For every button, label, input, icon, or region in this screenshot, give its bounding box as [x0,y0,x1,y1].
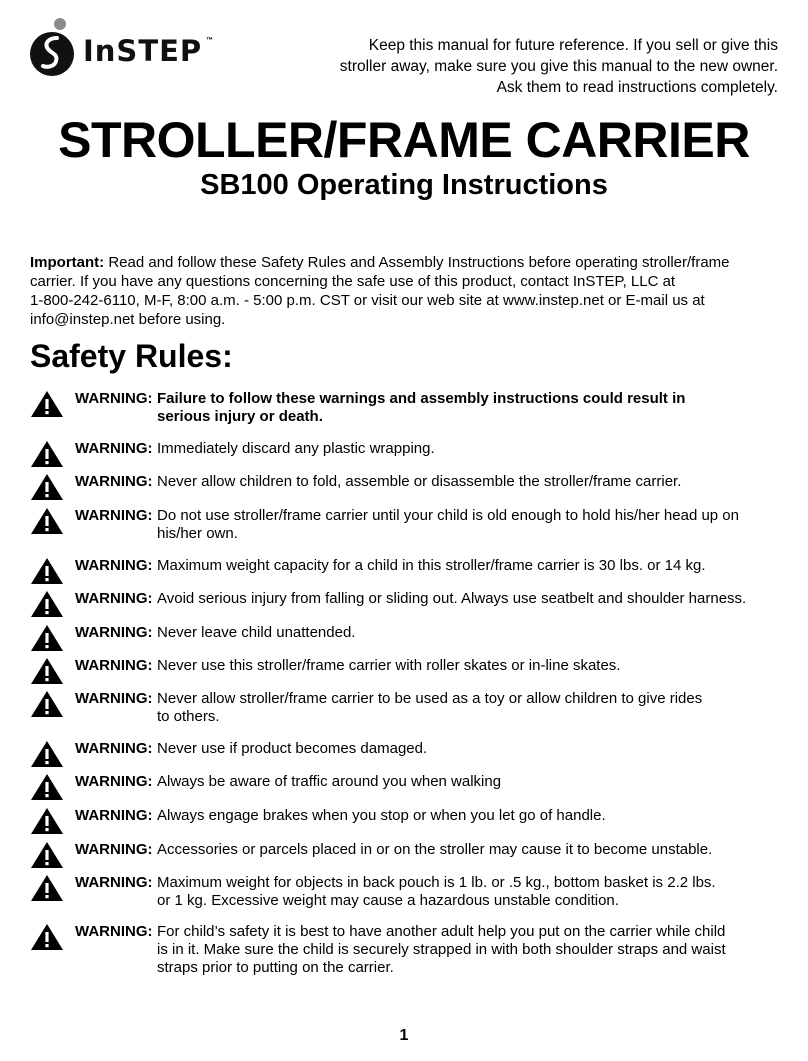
warning-text [157,590,777,608]
warning-label: WARNING: [75,557,153,574]
intro-line [30,253,790,272]
important-label: Important: [30,254,105,271]
warning-label: WARNING: [75,440,153,457]
warning-text-line: Never use if product becomes damaged. [157,740,428,757]
warning-text [157,390,777,426]
warning-triangle-icon [30,390,64,418]
warning-label: WARNING: [75,773,153,790]
intro-line: carrier. If you have any questions concerning the safe use of this product, contact InSTEP, LLC at [30,273,676,290]
warning-label: WARNING: [75,473,153,490]
warning-text-line: is in it. Make sure the child is securely strapped in with both shoulder straps and waist [157,941,726,958]
warning-text [157,807,777,825]
intro-line: info@instep.net before using. [30,311,226,328]
warning-triangle-icon [30,657,64,685]
instep-logo [28,16,228,78]
page-number: 1 [399,1027,409,1044]
keep-note-line: stroller away, make sure you give this manual to the new owner. [339,58,778,75]
warning-text [157,657,777,675]
warning-label: WARNING: [75,690,153,707]
document-title: STROLLER/FRAME CARRIER [58,112,750,168]
warning-text-line: Always engage brakes when you stop or when you let go of handle. [157,807,606,824]
warning-triangle-icon [30,740,64,768]
warning-label: WARNING: [75,624,153,641]
warning-text-line: straps prior to putting on the carrier. [157,959,394,976]
warning-triangle-icon [30,807,64,835]
intro-line: 1-800-242-6110, M-F, 8:00 a.m. - 5:00 p.m. CST or visit our web site at www.instep.net or E-mail us at [30,292,705,309]
warning-text-line: For child’s safety it is best to have another adult help you put on the carrier while child [157,923,726,940]
warning-text [157,923,777,977]
warning-label: WARNING: [75,390,153,407]
warning-text [157,874,777,910]
warning-triangle-icon [30,557,64,585]
warning-text-line: Always be aware of traffic around you when walking [157,773,502,790]
warning-text-line: to others. [157,708,220,725]
warning-label: WARNING: [75,807,153,824]
warning-text-line: Never use this stroller/frame carrier with roller skates or in-line skates. [157,657,621,674]
intro-line-text: Read and follow these Safety Rules and Assembly Instructions before operating stroller/frame [104,254,730,271]
warning-text-line: Never leave child unattended. [157,624,356,641]
document-subtitle: SB100 Operating Instructions [200,169,608,201]
warning-triangle-icon [30,590,64,618]
warning-triangle-icon [30,841,64,869]
warning-triangle-icon [30,690,64,718]
warning-text-line: Maximum weight capacity for a child in this stroller/frame carrier is 30 lbs. or 14 kg. [157,557,706,574]
important-notice [30,253,790,329]
warning-triangle-icon [30,874,64,902]
warning-text [157,740,777,758]
warning-text [157,624,777,642]
warning-text-line: Maximum weight for objects in back pouch is 1 lb. or .5 kg., bottom basket is 2.2 lbs. [157,874,716,891]
warning-text [157,773,777,791]
keep-note-line: Keep this manual for future reference. If you sell or give this [368,37,778,54]
warning-triangle-icon [30,624,64,652]
warning-triangle-icon [30,473,64,501]
trademark-symbol: ™ [206,37,213,44]
warning-text-line: serious injury or death. [157,408,323,425]
warning-text-line: Never allow stroller/frame carrier to be used as a toy or allow children to give rides [157,690,703,707]
warning-text-line: his/her own. [157,525,238,542]
brand-name: InSTEP [83,34,203,68]
warning-text-line: Immediately discard any plastic wrapping. [157,440,435,457]
warning-text-line: Failure to follow these warnings and assembly instructions could result in [157,390,686,407]
warning-text [157,557,777,575]
warning-triangle-icon [30,440,64,468]
warning-label: WARNING: [75,841,153,858]
warning-text-line: Accessories or parcels placed in or on the stroller may cause it to become unstable. [157,841,713,858]
warning-label: WARNING: [75,923,153,940]
instep-logo-icon [28,16,78,78]
warning-triangle-icon [30,773,64,801]
warning-label: WARNING: [75,874,153,891]
warning-text [157,841,777,859]
keep-manual-note [258,35,778,98]
keep-note-line: Ask them to read instructions completely. [496,79,778,96]
warning-label: WARNING: [75,590,153,607]
warning-text-line: Avoid serious injury from falling or sliding out. Always use seatbelt and shoulder harness. [157,590,747,607]
warning-text-line: Do not use stroller/frame carrier until your child is old enough to hold his/her head up on [157,507,739,524]
warning-text [157,440,777,458]
warning-text [157,473,777,491]
warning-text [157,690,777,726]
warning-triangle-icon [30,923,64,951]
warning-text-line: or 1 kg. Excessive weight may cause a hazardous unstable condition. [157,892,619,909]
warning-label: WARNING: [75,657,153,674]
safety-rules-heading: Safety Rules: [30,338,233,374]
warning-triangle-icon [30,507,64,535]
warning-label: WARNING: [75,507,153,524]
warning-label: WARNING: [75,740,153,757]
warning-text [157,507,777,543]
warning-text-line: Never allow children to fold, assemble or disassemble the stroller/frame carrier. [157,473,682,490]
